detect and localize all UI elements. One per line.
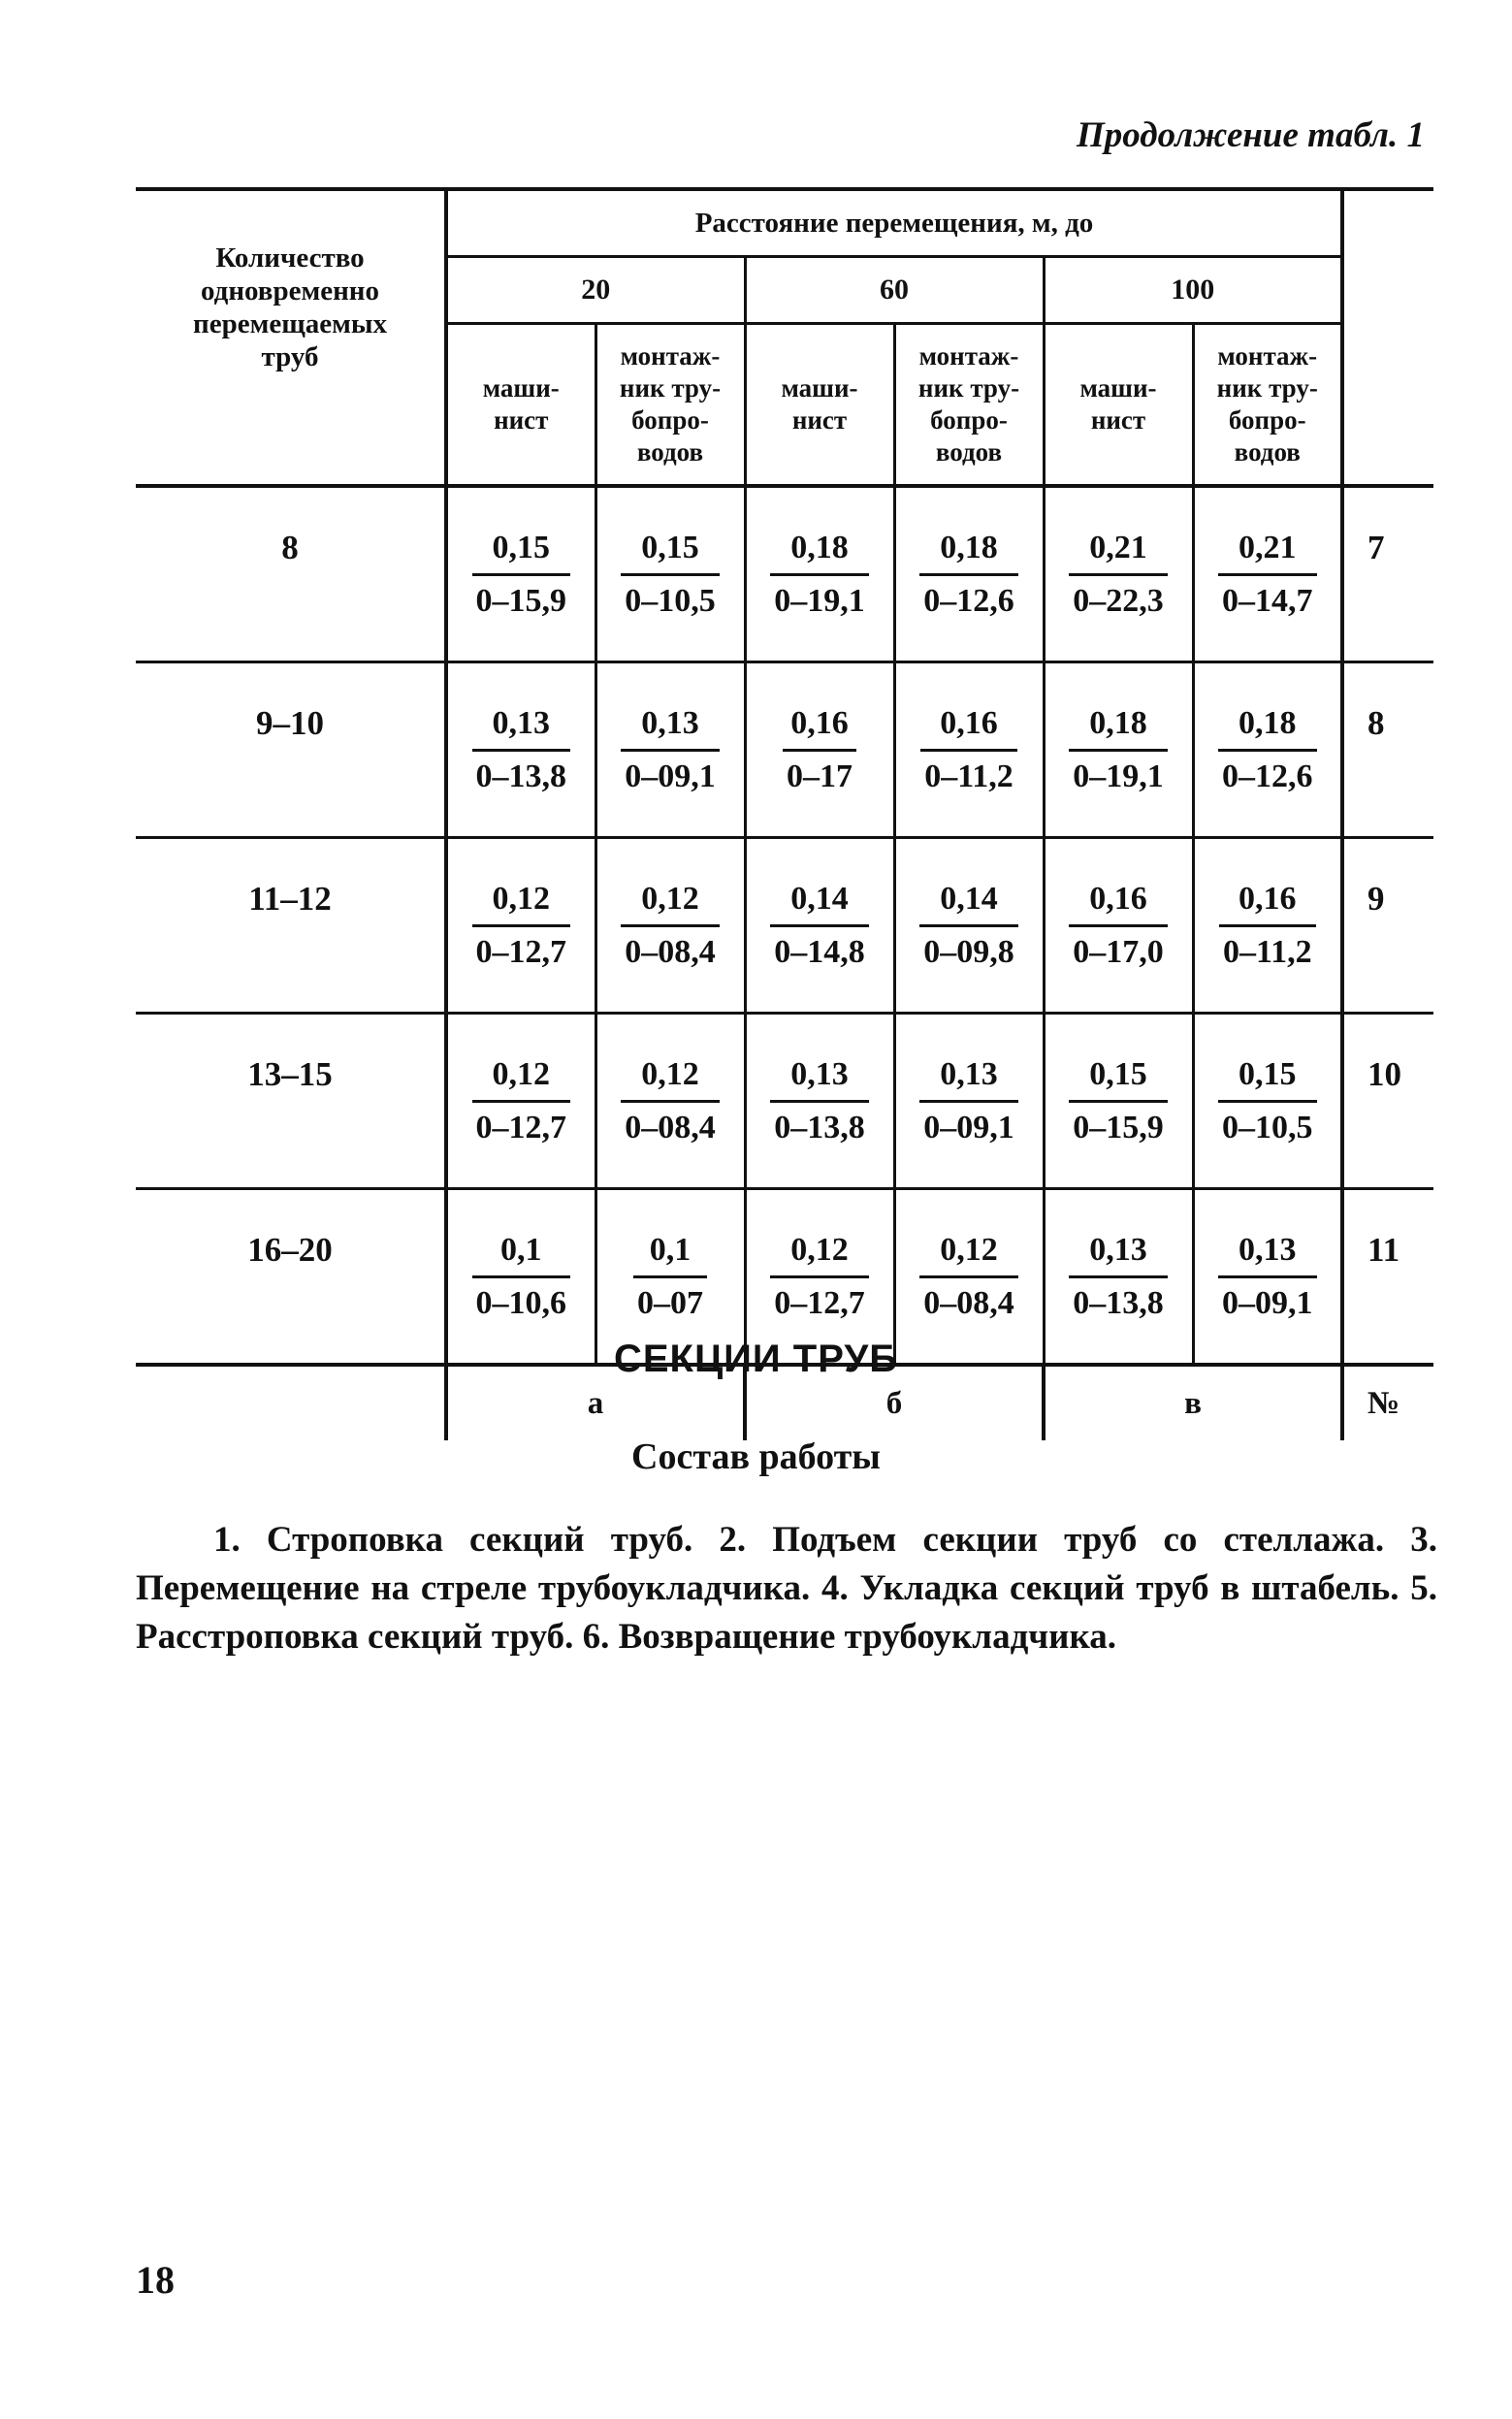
- norm-cell: $\frac{0,15}{0-10,5}$: [1193, 1014, 1342, 1189]
- norm-cell: $\frac{0,13}{0-13,8}$: [446, 662, 595, 838]
- table-row: [136, 1014, 1433, 1189]
- row-number: 10: [1342, 1014, 1433, 1189]
- quantity-cell: 9–10: [136, 662, 446, 838]
- role-header: монтаж- ник тру- бопро- водов: [894, 324, 1044, 487]
- norm-cell: $\frac{0,13}{0-09,1}$: [595, 662, 745, 838]
- distance-60: 60: [745, 257, 1044, 324]
- role-header: маши- нист: [1044, 324, 1193, 487]
- continuation-label: Продолжение табл. 1: [1077, 115, 1425, 155]
- role-header: маши- нист: [745, 324, 894, 487]
- norm-cell: $\frac{0,12}{0-08,4}$: [595, 1014, 745, 1189]
- distance-20: 20: [446, 257, 745, 324]
- norm-cell: $\frac{0,16}{0-17}$: [745, 662, 894, 838]
- norm-cell: $\frac{0,18}{0-19,1}$: [745, 486, 894, 662]
- row-number: 9: [1342, 838, 1433, 1014]
- norms-table: [136, 187, 1433, 1440]
- norm-cell: $\frac{0,16}{0-11,2}$: [1193, 838, 1342, 1014]
- work-composition-text: 1. Строповка секций труб. 2. Подъем секции труб со стеллажа. 3. Перемещение на стреле трубоукладчика. 4. Укладка секций труб в штабель. 5. Расстроповка секций труб. 6. Возвращение трубоукладчика.: [136, 1520, 1437, 1657]
- table-row: [136, 486, 1433, 662]
- norm-cell: $\frac{0,13}{0-09,1}$: [1193, 1189, 1342, 1366]
- norm-cell: $\frac{0,18}{0-12,6}$: [894, 486, 1044, 662]
- row-number: 8: [1342, 662, 1433, 838]
- role-header: монтаж- ник тру- бопро- водов: [595, 324, 745, 487]
- norm-cell: $\frac{0,1}{0-10,6}$: [446, 1189, 595, 1366]
- quantity-cell: 16–20: [136, 1189, 446, 1366]
- norm-cell: $\frac{0,12}{0-08,4}$: [595, 838, 745, 1014]
- norm-cell: $\frac{0,18}{0-19,1}$: [1044, 662, 1193, 838]
- table-row: [136, 662, 1433, 838]
- norm-cell: $\frac{0,13}{0-09,1}$: [894, 1014, 1044, 1189]
- footer-number-sign: №: [1342, 1365, 1433, 1440]
- norm-cell: $\frac{0,15}{0-15,9}$: [1044, 1014, 1193, 1189]
- role-header: монтаж- ник тру- бопро- водов: [1193, 324, 1342, 487]
- norm-cell: $\frac{0,14}{0-14,8}$: [745, 838, 894, 1014]
- norm-cell: $\frac{0,12}{0-12,7}$: [745, 1189, 894, 1366]
- norm-cell: $\frac{0,14}{0-09,8}$: [894, 838, 1044, 1014]
- norm-cell: $\frac{0,16}{0-17,0}$: [1044, 838, 1193, 1014]
- footer-letter-a: а: [446, 1365, 745, 1440]
- norm-cell: $\frac{0,18}{0-12,6}$: [1193, 662, 1342, 838]
- row-number: 11: [1342, 1189, 1433, 1366]
- norm-cell: $\frac{0,21}{0-22,3}$: [1044, 486, 1193, 662]
- norm-cell: $\frac{0,16}{0-11,2}$: [894, 662, 1044, 838]
- norm-cell: $\frac{0,13}{0-13,8}$: [745, 1014, 894, 1189]
- subsection-title: Состав работы: [631, 1436, 881, 1477]
- row-number: 7: [1342, 486, 1433, 662]
- norm-cell: $\frac{0,12}{0-08,4}$: [894, 1189, 1044, 1366]
- quantity-header: Количество одновременно перемещаемых труб: [136, 189, 446, 486]
- section-title: СЕКЦИИ ТРУБ: [613, 1338, 899, 1380]
- norm-cell: $\frac{0,15}{0-15,9}$: [446, 486, 595, 662]
- norm-cell: $\frac{0,15}{0-10,5}$: [595, 486, 745, 662]
- quantity-cell: 11–12: [136, 838, 446, 1014]
- quantity-cell: 8: [136, 486, 446, 662]
- role-header: маши- нист: [446, 324, 595, 487]
- page-number: 18: [136, 2258, 175, 2302]
- number-header-blank: [1342, 189, 1433, 486]
- norm-cell: $\frac{0,13}{0-13,8}$: [1044, 1189, 1193, 1366]
- norm-cell: $\frac{0,1}{0-07}$: [595, 1189, 745, 1366]
- table-row: [136, 838, 1433, 1014]
- footer-letter-v: в: [1044, 1365, 1342, 1440]
- norm-cell: $\frac{0,12}{0-12,7}$: [446, 1014, 595, 1189]
- quantity-cell: 13–15: [136, 1014, 446, 1189]
- norm-cell: $\frac{0,21}{0-14,7}$: [1193, 486, 1342, 662]
- footer-letter-b: б: [745, 1365, 1044, 1440]
- distance-100: 100: [1044, 257, 1342, 324]
- norm-cell: $\frac{0,12}{0-12,7}$: [446, 838, 595, 1014]
- distance-header: Расстояние перемещения, м, до: [446, 189, 1342, 257]
